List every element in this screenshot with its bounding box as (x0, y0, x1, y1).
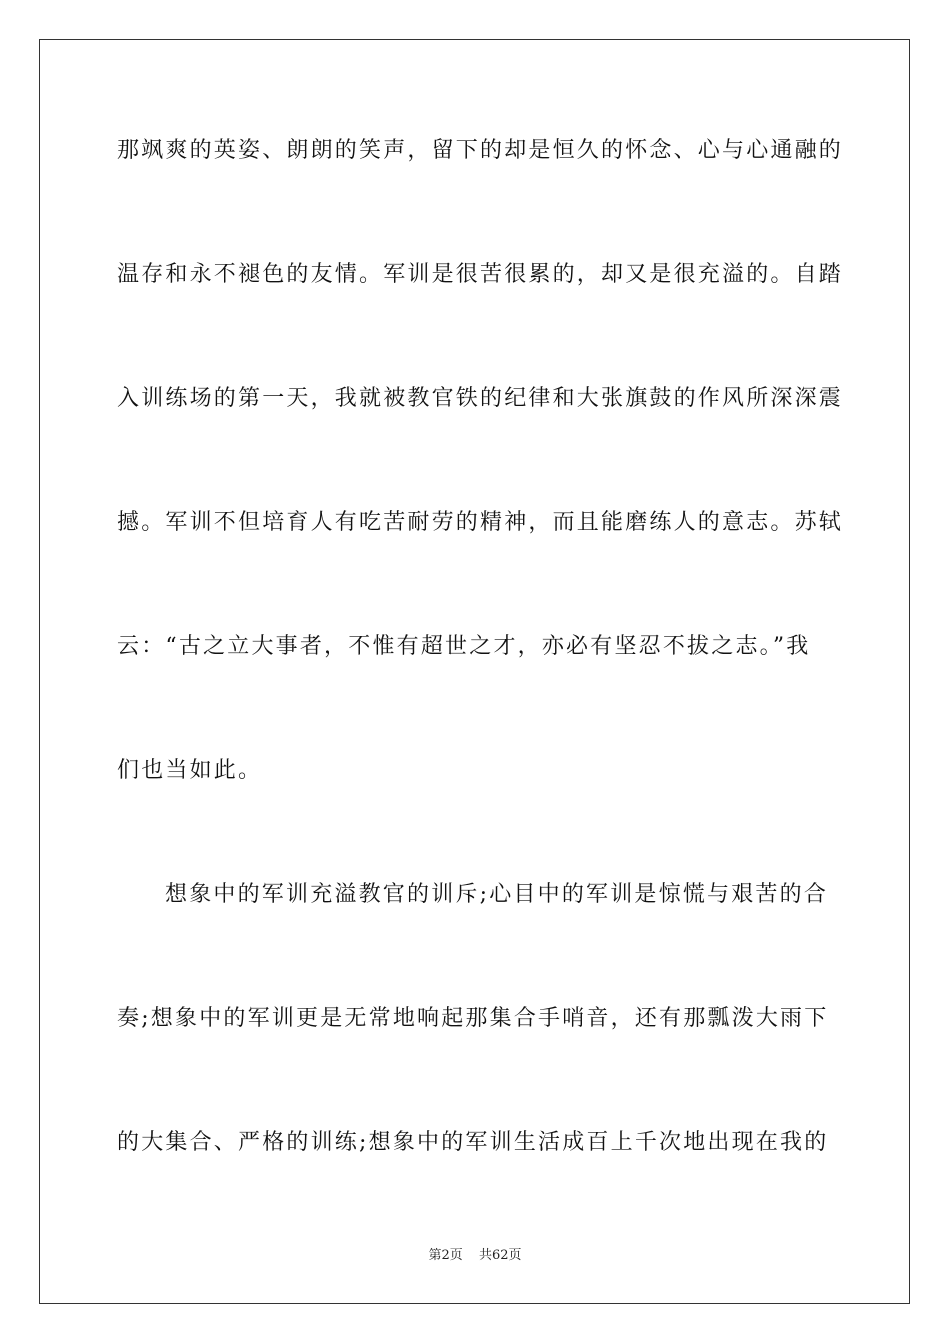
paragraph-first-line: 想象中的军训充溢教官的训斥;心目中的军训是惊慌与艰苦的合 (165, 882, 829, 907)
body-text-line: 入训练场的第一天，我就被教官铁的纪律和大张旗鼓的作风所深深震 (117, 386, 844, 411)
body-text-line: 温存和永不褪色的友情。军训是很苦很累的，却又是很充溢的。自踏 (117, 262, 844, 287)
page-total: 共62页 (478, 1248, 522, 1263)
body-text-line: 奏;想象中的军训更是无常地响起那集合手哨音，还有那瓢泼大雨下 (117, 1006, 829, 1031)
body-text-line: 撼。军训不但培育人有吃苦耐劳的精神，而且能磨练人的意志。苏轼 (117, 510, 844, 535)
page-border (39, 39, 910, 1304)
body-text-line: 云：“古之立大事者，不惟有超世之才，亦必有坚忍不拔之志。”我 (117, 634, 811, 659)
page-footer (0, 1247, 950, 1265)
body-text-line: 的大集合、严格的训练;想象中的军训生活成百上千次地出现在我的 (117, 1130, 829, 1155)
body-text-line: 那飒爽的英姿、朗朗的笑声，留下的却是恒久的怀念、心与心通融的 (117, 138, 844, 163)
page-number: 第2页 (428, 1248, 463, 1263)
body-text-line: 们也当如此。 (117, 758, 263, 783)
